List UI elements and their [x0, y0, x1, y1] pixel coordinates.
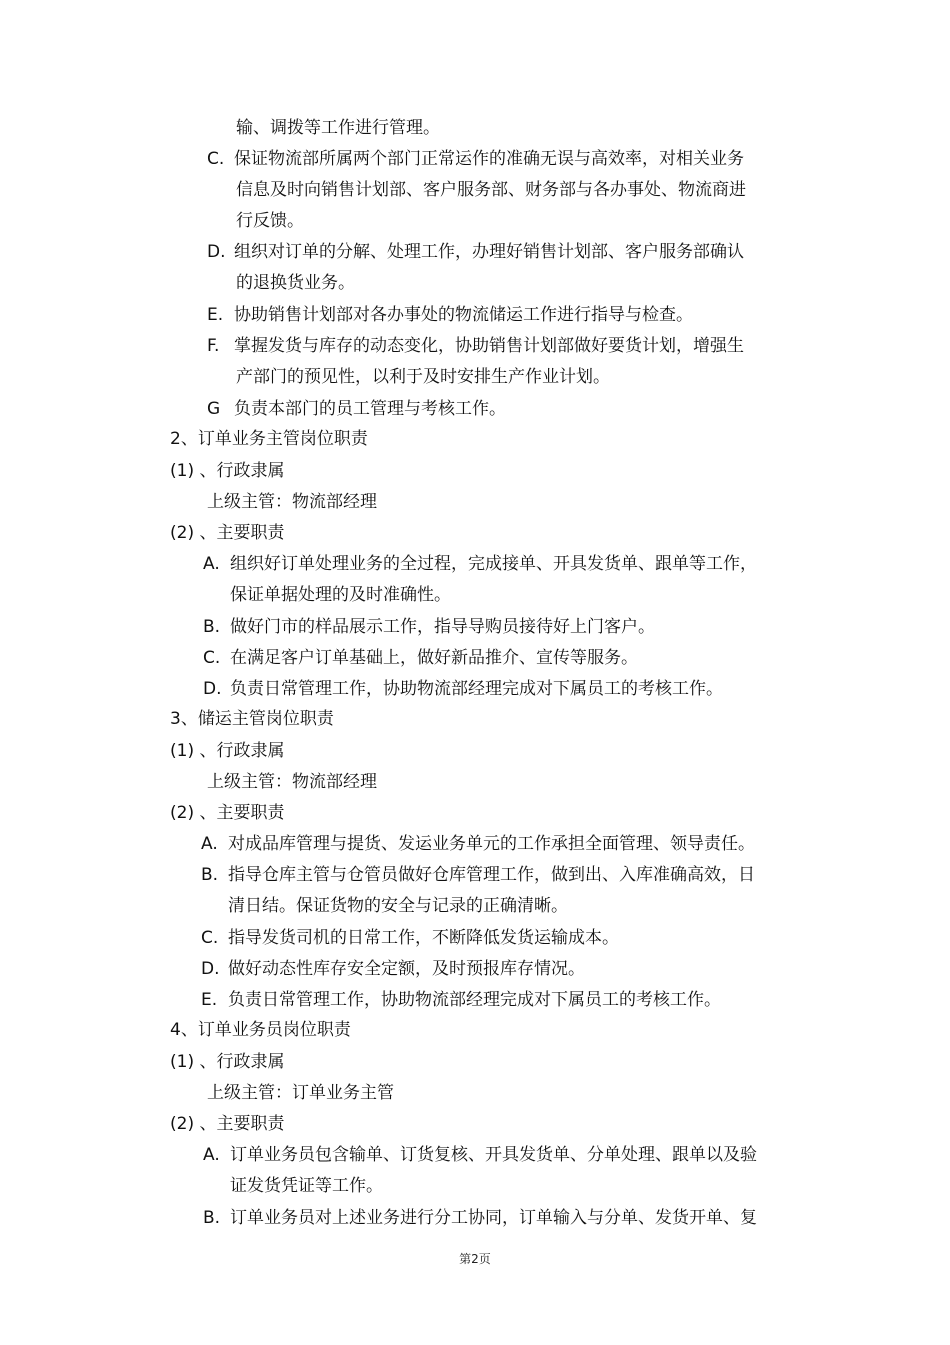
s2-item-d: D. 负责日常管理工作，协助物流部经理完成对下属员工的考核工作。: [203, 679, 723, 699]
section-4-title: 4、订单业务员岗位职责: [170, 1020, 351, 1040]
item-c: C. 保证物流部所属两个部门正常运作的准确无误与高效率，对相关业务: [207, 149, 744, 169]
s3-item-b-line2: 清日结。保证货物的安全与记录的正确清晰。: [228, 896, 568, 916]
section-4-sub1: (1) 、行政隶属: [170, 1052, 285, 1072]
item-d: D. 组织对订单的分解、处理工作，办理好销售计划部、客户服务部确认: [207, 242, 744, 262]
s2-item-a: A. 组织好订单处理业务的全过程，完成接单、开具发货单、跟单等工作，: [203, 554, 757, 574]
item-label: B.: [203, 1208, 221, 1228]
item-label: E.: [207, 305, 224, 325]
section-3-title: 3、储运主管岗位职责: [170, 709, 334, 729]
section-3-sub1: (1) 、行政隶属: [170, 741, 285, 761]
item-f: F. 掌握发货与库存的动态变化，协助销售计划部做好要货计划，增强生: [207, 336, 744, 356]
section-2-sub2: (2) 、主要职责: [170, 523, 285, 543]
section-2-title: 2、订单业务主管岗位职责: [170, 429, 368, 449]
s3-item-d: D. 做好动态性库存安全定额，及时预报库存情况。: [201, 959, 585, 979]
s3-item-b: B. 指导仓库主管与仓管员做好仓库管理工作，做到出、入库准确高效，日: [201, 865, 755, 885]
item-label: D.: [201, 959, 220, 979]
item-label: G: [207, 399, 221, 419]
item-d-line2: 的退换货业务。: [236, 273, 355, 293]
item-label: A.: [203, 1145, 220, 1165]
item-label: B.: [203, 617, 221, 637]
item-label: E.: [201, 990, 218, 1010]
section-4-superior: 上级主管：订单业务主管: [207, 1083, 394, 1103]
item-f-line2: 产部门的预见性，以利于及时安排生产作业计划。: [236, 367, 610, 387]
section-2-superior: 上级主管：物流部经理: [207, 492, 377, 512]
item-c-line3: 行反馈。: [236, 211, 304, 231]
item-label: B.: [201, 865, 219, 885]
item-label: A.: [201, 834, 218, 854]
item-c-line2: 信息及时向销售计划部、客户服务部、财务部与各办事处、物流商进: [236, 180, 746, 200]
section-3-superior: 上级主管：物流部经理: [207, 772, 377, 792]
s3-item-e: E. 负责日常管理工作，协助物流部经理完成对下属员工的考核工作。: [201, 990, 721, 1010]
item-label: C.: [207, 149, 225, 169]
s2-item-a-line2: 保证单据处理的及时准确性。: [230, 585, 451, 605]
item-e: E. 协助销售计划部对各办事处的物流储运工作进行指导与检查。: [207, 305, 693, 325]
item-label: C.: [203, 648, 221, 668]
item-label: D.: [203, 679, 222, 699]
item-label: F.: [207, 336, 220, 356]
s4-item-b: B. 订单业务员对上述业务进行分工协同，订单输入与分单、发货开单、复: [203, 1208, 757, 1228]
s2-item-b: B. 做好门市的样品展示工作，指导导购员接待好上门客户。: [203, 617, 655, 637]
item-label: D.: [207, 242, 226, 262]
section-2-sub1: (1) 、行政隶属: [170, 461, 285, 481]
item-label: A.: [203, 554, 220, 574]
s3-item-c: C. 指导发货司机的日常工作，不断降低发货运输成本。: [201, 928, 619, 948]
s4-item-a-line2: 证发货凭证等工作。: [230, 1176, 383, 1196]
item-g: G 负责本部门的员工管理与考核工作。: [207, 399, 506, 419]
s2-item-c: C. 在满足客户订单基础上，做好新品推介、宣传等服务。: [203, 648, 638, 668]
item-b-continuation: 输、调拨等工作进行管理。: [236, 118, 440, 138]
section-3-sub2: (2) 、主要职责: [170, 803, 285, 823]
s3-item-a: A. 对成品库管理与提货、发运业务单元的工作承担全面管理、领导责任。: [201, 834, 755, 854]
page-number: 第2页: [459, 1252, 491, 1266]
section-4-sub2: (2) 、主要职责: [170, 1114, 285, 1134]
s4-item-a: A. 订单业务员包含输单、订货复核、开具发货单、分单处理、跟单以及验: [203, 1145, 757, 1165]
item-label: C.: [201, 928, 219, 948]
